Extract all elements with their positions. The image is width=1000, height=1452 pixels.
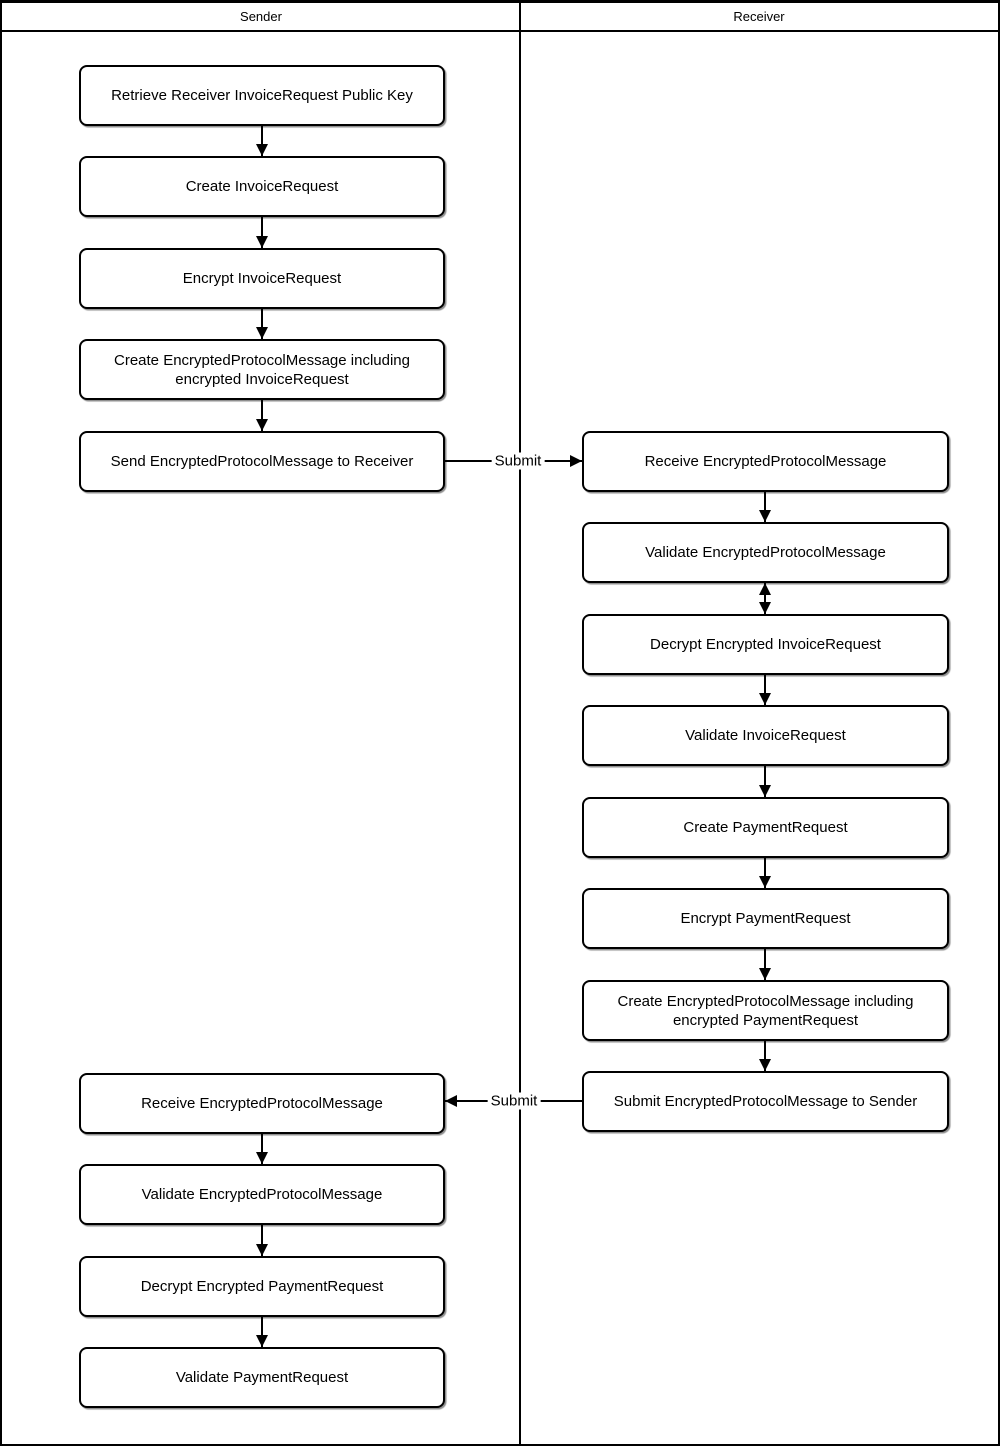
edge-label-submit-to-receiver: Submit [492,453,545,470]
node-sender-send-encryptedprotocolmessage[interactable]: Send EncryptedProtocolMessage to Receiver [79,431,445,492]
arrow-sender-3-4 [261,309,263,339]
node-receiver-receive-encryptedprotocolmessage[interactable]: Receive EncryptedProtocolMessage [582,431,949,492]
arrow-sender-7-8 [261,1225,263,1256]
node-sender-decrypt-paymentrequest[interactable]: Decrypt Encrypted PaymentRequest [79,1256,445,1317]
node-sender-create-invoicerequest[interactable]: Create InvoiceRequest [79,156,445,217]
arrow-receiver-5-6 [764,858,766,888]
arrow-receiver-4-5 [764,766,766,797]
arrow-receiver-1-2 [764,492,766,522]
node-receiver-validate-encryptedprotocolmessage[interactable]: Validate EncryptedProtocolMessage [582,522,949,583]
edge-label-submit-to-sender: Submit [488,1093,541,1110]
arrow-receiver-6-7 [764,949,766,980]
lane-divider [519,3,521,1444]
node-receiver-create-encryptedprotocolmessage[interactable]: Create EncryptedProtocolMessage including encrypted PaymentRequest [582,980,949,1041]
arrow-receiver-2-3-bidirectional [764,583,766,614]
node-sender-retrieve-public-key[interactable]: Retrieve Receiver InvoiceRequest Public Key [79,65,445,126]
node-receiver-create-paymentrequest[interactable]: Create PaymentRequest [582,797,949,858]
node-sender-create-encryptedprotocolmessage[interactable]: Create EncryptedProtocolMessage including encrypted InvoiceRequest [79,339,445,400]
node-sender-validate-paymentrequest[interactable]: Validate PaymentRequest [79,1347,445,1408]
arrow-sender-6-7 [261,1134,263,1164]
arrow-sender-4-5 [261,400,263,431]
node-sender-encrypt-invoicerequest[interactable]: Encrypt InvoiceRequest [79,248,445,309]
lane-header-sender: Sender [2,3,520,32]
node-receiver-submit-encryptedprotocolmessage[interactable]: Submit EncryptedProtocolMessage to Sender [582,1071,949,1132]
node-receiver-decrypt-invoicerequest[interactable]: Decrypt Encrypted InvoiceRequest [582,614,949,675]
arrow-receiver-3-4 [764,675,766,705]
lane-header-receiver: Receiver [520,3,998,32]
arrow-sender-2-3 [261,217,263,248]
arrow-sender-8-9 [261,1317,263,1347]
node-receiver-encrypt-paymentrequest[interactable]: Encrypt PaymentRequest [582,888,949,949]
arrow-receiver-7-8 [764,1041,766,1071]
arrow-sender-1-2 [261,126,263,156]
node-receiver-validate-invoicerequest[interactable]: Validate InvoiceRequest [582,705,949,766]
node-sender-validate-encryptedprotocolmessage[interactable]: Validate EncryptedProtocolMessage [79,1164,445,1225]
node-sender-receive-encryptedprotocolmessage[interactable]: Receive EncryptedProtocolMessage [79,1073,445,1134]
